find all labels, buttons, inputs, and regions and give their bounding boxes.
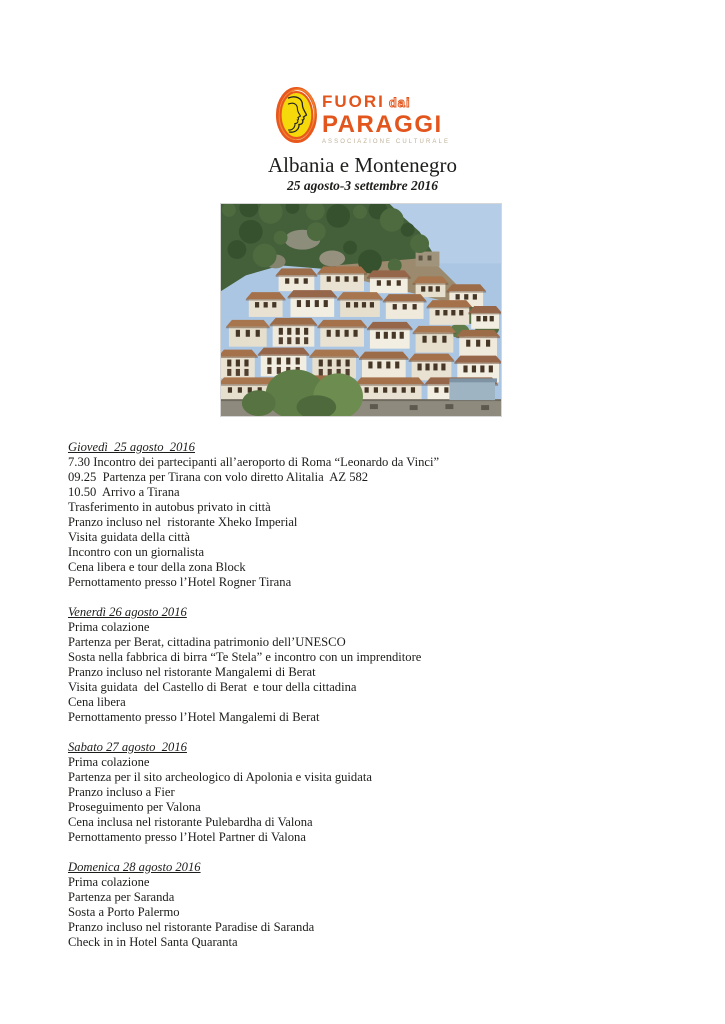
itinerary-line: Prima colazione — [68, 875, 150, 889]
itinerary — [68, 440, 668, 965]
itinerary-line: Trasferimento in autobus privato in città — [68, 500, 271, 514]
logo-wordmark — [322, 86, 450, 145]
itinerary-line: Incontro con un giornalista — [68, 545, 205, 559]
day-heading: Domenica 28 agosto 2016 — [68, 860, 201, 874]
itinerary-line: Partenza per il sito archeologico di Apolonia e visita guidata — [68, 770, 372, 784]
itinerary-line: Prima colazione — [68, 755, 150, 769]
itinerary-line: Pranzo incluso a Fier — [68, 785, 175, 799]
day-lines — [68, 620, 668, 725]
itinerary-line: Pranzo incluso nel ristorante Paradise di Saranda — [68, 920, 315, 934]
day-section — [68, 860, 668, 950]
page-subtitle: 25 agosto-3 settembre 2016 — [286, 178, 439, 193]
logo-word-dai: dai — [388, 95, 411, 110]
itinerary-line: Cena libera e tour della zona Block — [68, 560, 246, 574]
logo-tagline: ASSOCIAZIONE CULTURALE — [321, 139, 451, 146]
itinerary-line: 10.50 Arrivo a Tirana — [68, 485, 180, 499]
day-section — [68, 440, 668, 590]
itinerary-line: Sosta nella fabbrica di birra “Te Stela” e incontro con un imprenditore — [68, 650, 422, 664]
day-heading: Giovedì 25 agosto 2016 — [68, 440, 195, 454]
page-title: Albania e Montenegro — [268, 153, 457, 177]
logo-word-fuori: FUORI — [321, 92, 385, 111]
day-section — [68, 605, 668, 725]
day-lines — [68, 875, 668, 950]
itinerary-line: Cena libera — [68, 695, 126, 709]
day-heading: Venerdì 26 agosto 2016 — [68, 605, 187, 619]
itinerary-line: Prima colazione — [68, 620, 150, 634]
itinerary-line: Partenza per Berat, cittadina patrimonio dell’UNESCO — [68, 635, 346, 649]
day-lines — [68, 755, 668, 845]
logo-word-paraggi: PARAGGI — [321, 111, 443, 138]
logo-faces-icon — [275, 86, 317, 144]
itinerary-line: Partenza per Saranda — [68, 890, 175, 904]
day-heading: Sabato 27 agosto 2016 — [68, 740, 187, 754]
itinerary-line: Visita guidata del Castello di Berat e tour della cittadina — [68, 680, 357, 694]
logo — [275, 86, 450, 145]
itinerary-line: 09.25 Partenza per Tirana con volo diretto Alitalia AZ 582 — [68, 470, 369, 484]
itinerary-line: Pernottamento presso l’Hotel Partner di Valona — [68, 830, 306, 844]
itinerary-line: Pranzo incluso nel ristorante Xheko Imperial — [68, 515, 298, 529]
itinerary-line: Pranzo incluso nel ristorante Mangalemi di Berat — [68, 665, 316, 679]
itinerary-line: Sosta a Porto Palermo — [68, 905, 180, 919]
day-lines — [68, 455, 668, 590]
itinerary-line: Proseguimento per Valona — [68, 800, 201, 814]
berat-hillside-photo — [220, 203, 502, 417]
itinerary-line: Visita guidata della città — [68, 530, 190, 544]
itinerary-line: Cena inclusa nel ristorante Pulebardha di Valona — [68, 815, 313, 829]
day-section — [68, 740, 668, 845]
itinerary-line: 7.30 Incontro dei partecipanti all’aeroporto di Roma “Leonardo da Vinci” — [68, 455, 440, 469]
itinerary-line: Pernottamento presso l’Hotel Rogner Tirana — [68, 575, 292, 589]
itinerary-line: Check in in Hotel Santa Quaranta — [68, 935, 238, 949]
itinerary-line: Pernottamento presso l’Hotel Mangalemi di Berat — [68, 710, 320, 724]
